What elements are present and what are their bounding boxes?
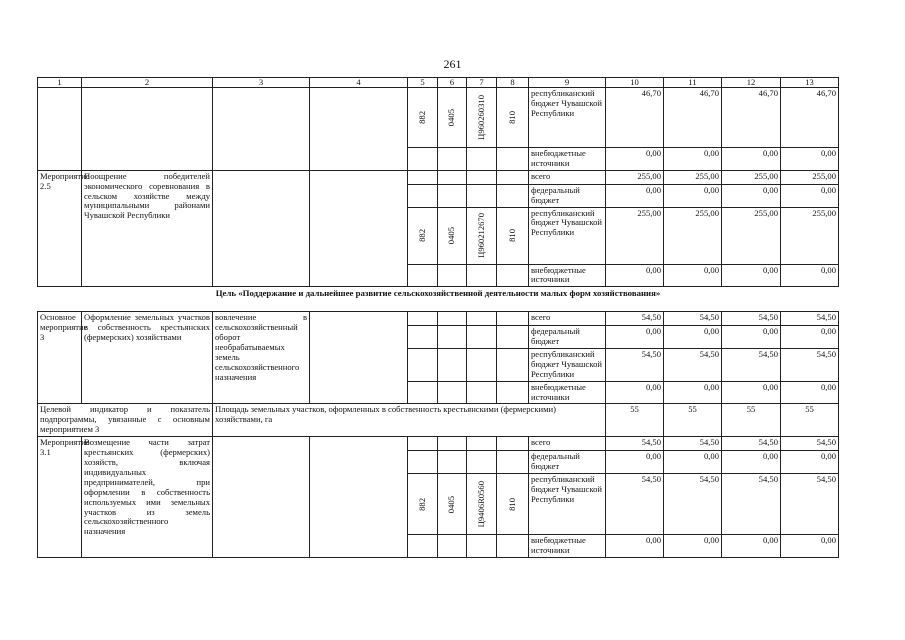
code-cell: Ц960260310: [467, 88, 497, 148]
block0-label-cell: [38, 88, 82, 171]
value-cell: 0,00: [664, 381, 722, 404]
value-cell: 0,00: [722, 148, 781, 171]
code-cell: [408, 349, 438, 382]
value-cell: 255,00: [722, 207, 781, 264]
value-cell: 46,70: [781, 88, 839, 148]
table-row: [38, 170, 839, 184]
value-cell: 255,00: [664, 207, 722, 264]
code-cell: [497, 170, 529, 184]
code-cell: [438, 184, 467, 207]
code-cell: [408, 148, 438, 171]
measure-label: Мероприятие 2.5: [38, 170, 82, 287]
code-cell: [497, 184, 529, 207]
value-cell: 0,00: [781, 326, 839, 349]
code-cell: [438, 535, 467, 558]
table-row: [38, 312, 839, 326]
page-number: 261: [443, 57, 462, 71]
source-label: всего: [529, 437, 606, 451]
indicator-value: 55: [664, 404, 722, 437]
empty-cell: [213, 170, 310, 287]
source-label: всего: [529, 312, 606, 326]
code-cell: [467, 184, 497, 207]
code-cell: [408, 312, 438, 326]
code-cell: [467, 451, 497, 474]
code-cell: 0405: [438, 88, 467, 148]
empty-cell: [310, 170, 408, 287]
value-cell: 46,70: [722, 88, 781, 148]
value-cell: 54,50: [606, 474, 664, 535]
value-cell: 54,50: [722, 474, 781, 535]
goal-heading: Цель «Поддержание и дальнейшее развитие сельскохозяйственной деятельности малых форм хозяйствования»: [38, 287, 839, 312]
value-cell: 0,00: [722, 535, 781, 558]
value-cell: 255,00: [781, 170, 839, 184]
header-cell: 10: [606, 78, 664, 88]
value-cell: 0,00: [664, 535, 722, 558]
code-cell: [497, 451, 529, 474]
value-cell: 0,00: [664, 264, 722, 287]
value-cell: 46,70: [606, 88, 664, 148]
value-cell: 0,00: [722, 326, 781, 349]
code-cell: [438, 326, 467, 349]
value-cell: 0,00: [606, 148, 664, 171]
header-cell: 8: [497, 78, 529, 88]
code-cell: [497, 148, 529, 171]
code-cell: [408, 451, 438, 474]
code-cell: 810: [497, 474, 529, 535]
value-cell: 0,00: [606, 184, 664, 207]
header-cell: 5: [408, 78, 438, 88]
code-cell: 882: [408, 88, 438, 148]
value-cell: 0,00: [606, 535, 664, 558]
measure-goal-text: вовлечение в сельскохозяйственный оборот необрабатываемых земель сельскохозяйственного назначения: [213, 312, 310, 404]
value-cell: 255,00: [722, 170, 781, 184]
header-row: [38, 78, 839, 88]
value-cell: 0,00: [781, 184, 839, 207]
empty-cell: [213, 437, 310, 558]
measure-label: Основное мероприятие 3: [38, 312, 82, 404]
value-cell: 0,00: [722, 451, 781, 474]
source-label: федеральный бюджет: [529, 451, 606, 474]
code-cell: [497, 264, 529, 287]
value-cell: 0,00: [606, 381, 664, 404]
value-cell: 0,00: [606, 451, 664, 474]
value-cell: 54,50: [781, 437, 839, 451]
indicator-value: 55: [781, 404, 839, 437]
code-cell: [408, 326, 438, 349]
header-cell: 3: [213, 78, 310, 88]
code-cell: [438, 312, 467, 326]
block0-name-cell: [82, 88, 213, 171]
code-cell: [467, 264, 497, 287]
value-cell: 54,50: [606, 437, 664, 451]
code-cell: [467, 148, 497, 171]
code-cell: [467, 381, 497, 404]
goal-row: [38, 287, 839, 312]
source-label: внебюджетные источники: [529, 264, 606, 287]
source-label: республиканский бюджет Чувашской Республики: [529, 207, 606, 264]
code-cell: [467, 326, 497, 349]
code-cell: [497, 381, 529, 404]
header-cell: 6: [438, 78, 467, 88]
value-cell: 0,00: [781, 148, 839, 171]
code-cell: 0405: [438, 207, 467, 264]
header-cell: 13: [781, 78, 839, 88]
value-cell: 0,00: [722, 381, 781, 404]
measure-name: Оформление земельных участков в собственность крестьянских (фермерских) хозяйствами: [82, 312, 213, 404]
value-cell: 54,50: [664, 437, 722, 451]
value-cell: 54,50: [722, 349, 781, 382]
value-cell: 255,00: [606, 170, 664, 184]
code-cell: [467, 312, 497, 326]
measure-name: Возмещение части затрат крестьянских (фермерских) хозяйств, включая индивидуальных предпринимателей, при оформлении в собственность используемых ими земельных участков из земель сельскохозяйственного назначения: [82, 437, 213, 558]
value-cell: 54,50: [664, 349, 722, 382]
budget-table: [37, 77, 839, 558]
code-cell: [408, 535, 438, 558]
value-cell: 46,70: [664, 88, 722, 148]
code-cell: [467, 535, 497, 558]
measure-label: Мероприятие 3.1: [38, 437, 82, 558]
value-cell: 0,00: [781, 451, 839, 474]
value-cell: 0,00: [722, 264, 781, 287]
measure-name: Поощрение победителей экономического соревнования в сельском хозяйстве между муниципальными районами Чувашской Республики: [82, 170, 213, 287]
value-cell: 54,50: [606, 349, 664, 382]
code-cell: [467, 437, 497, 451]
code-cell: 810: [497, 88, 529, 148]
source-label: республиканский бюджет Чувашской Республики: [529, 349, 606, 382]
source-label: внебюджетные источники: [529, 535, 606, 558]
value-cell: 0,00: [781, 264, 839, 287]
code-cell: 882: [408, 474, 438, 535]
value-cell: 0,00: [664, 326, 722, 349]
code-cell: 0405: [438, 474, 467, 535]
value-cell: 0,00: [664, 184, 722, 207]
block0-col4-cell: [310, 88, 408, 171]
value-cell: 0,00: [606, 326, 664, 349]
header-cell: 7: [467, 78, 497, 88]
code-cell: [467, 170, 497, 184]
code-cell: [408, 170, 438, 184]
code-cell: [497, 349, 529, 382]
header-cell: 2: [82, 78, 213, 88]
block0-col3-cell: [213, 88, 310, 171]
code-cell: [408, 264, 438, 287]
indicator-value: 55: [722, 404, 781, 437]
source-label: внебюджетные источники: [529, 148, 606, 171]
code-cell: [438, 170, 467, 184]
header-cell: 4: [310, 78, 408, 88]
indicator-label: Целевой индикатор и показатель подпрограммы, увязанные с основным мероприятием 3: [38, 404, 213, 437]
code-cell: [408, 437, 438, 451]
value-cell: 255,00: [664, 170, 722, 184]
value-cell: 54,50: [781, 312, 839, 326]
code-cell: [438, 451, 467, 474]
code-cell: [497, 437, 529, 451]
value-cell: 255,00: [781, 207, 839, 264]
value-cell: 0,00: [606, 264, 664, 287]
value-cell: 54,50: [781, 474, 839, 535]
header-cell: 12: [722, 78, 781, 88]
code-cell: [408, 184, 438, 207]
indicator-row: [38, 404, 839, 437]
indicator-text: Площадь земельных участков, оформленных в собственность крестьянскими (фермерскими) хозяйствами, га: [213, 404, 606, 437]
value-cell: 0,00: [781, 535, 839, 558]
source-label: внебюджетные источники: [529, 381, 606, 404]
source-label: республиканский бюджет Чувашской Республики: [529, 88, 606, 148]
code-cell: [438, 349, 467, 382]
table-row: [38, 437, 839, 451]
indicator-value: 55: [606, 404, 664, 437]
code-cell: [438, 264, 467, 287]
value-cell: 0,00: [664, 148, 722, 171]
header-cell: 9: [529, 78, 606, 88]
value-cell: 0,00: [722, 184, 781, 207]
value-cell: 54,50: [664, 312, 722, 326]
source-label: всего: [529, 170, 606, 184]
code-cell: Ц960212670: [467, 207, 497, 264]
source-label: республиканский бюджет Чувашской Республики: [529, 474, 606, 535]
code-cell: [497, 535, 529, 558]
value-cell: 0,00: [781, 381, 839, 404]
code-cell: [438, 381, 467, 404]
code-cell: [497, 312, 529, 326]
source-label: федеральный бюджет: [529, 184, 606, 207]
code-cell: [408, 381, 438, 404]
value-cell: 54,50: [606, 312, 664, 326]
value-cell: 54,50: [722, 437, 781, 451]
code-cell: [438, 437, 467, 451]
code-cell: 810: [497, 207, 529, 264]
code-cell: [438, 148, 467, 171]
source-label: федеральный бюджет: [529, 326, 606, 349]
value-cell: 54,50: [664, 474, 722, 535]
header-cell: 1: [38, 78, 82, 88]
code-cell: 882: [408, 207, 438, 264]
value-cell: 54,50: [781, 349, 839, 382]
empty-cell: [310, 437, 408, 558]
value-cell: 0,00: [664, 451, 722, 474]
empty-cell: [310, 312, 408, 404]
code-cell: [497, 326, 529, 349]
value-cell: 54,50: [722, 312, 781, 326]
value-cell: 255,00: [606, 207, 664, 264]
code-cell: [467, 349, 497, 382]
code-cell: Ц9406R0560: [467, 474, 497, 535]
table-row: [38, 88, 839, 148]
header-cell: 11: [664, 78, 722, 88]
